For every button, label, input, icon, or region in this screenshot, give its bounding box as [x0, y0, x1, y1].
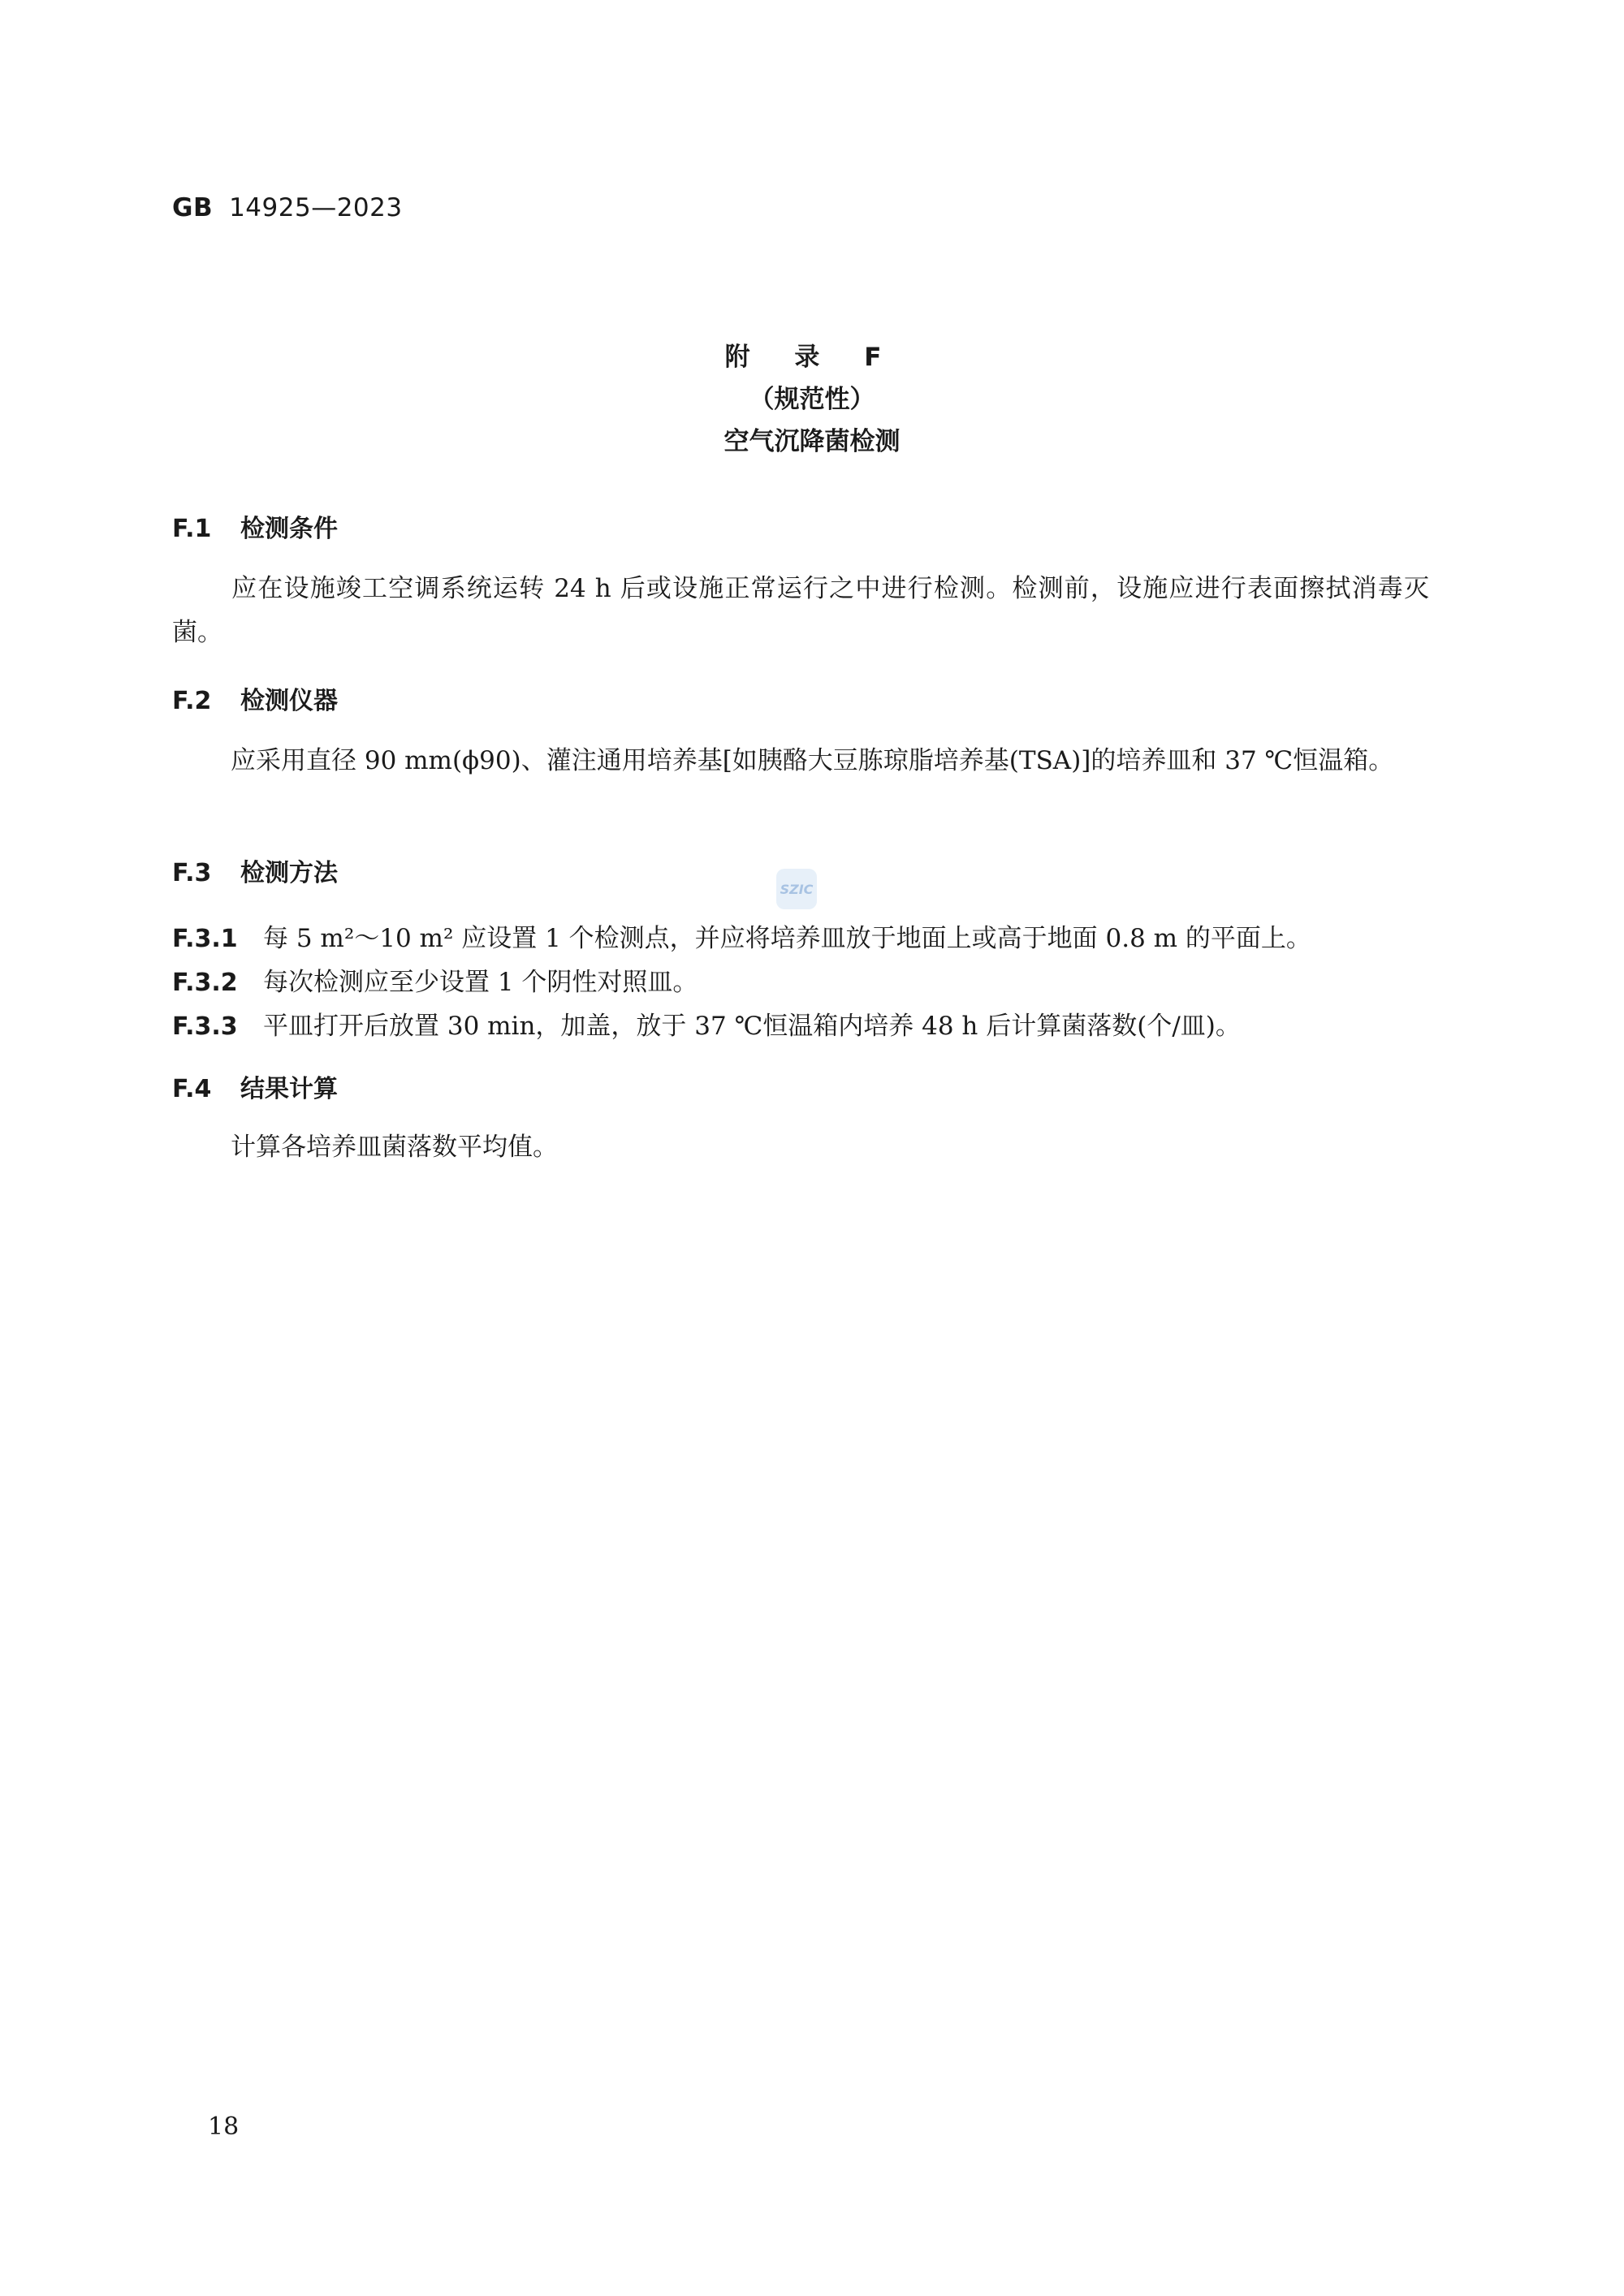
section-heading-f1 — [172, 508, 338, 544]
item-text: 每 5 m²～10 m² 应设置 1 个检测点，并应将培养皿放于地面上或高于地面 0.8 m 的平面上。 — [263, 924, 1311, 953]
section-body-f4 — [172, 1125, 1429, 1169]
standard-id — [172, 193, 403, 222]
standard-number: 14925—2023 — [229, 193, 403, 222]
appendix-type: （规范性） — [749, 385, 875, 414]
appendix-title: 空气沉降菌检测 — [723, 427, 901, 456]
section-number: F.1 — [172, 515, 212, 543]
section-heading-f3 — [172, 852, 338, 888]
section-title: 检测条件 — [240, 515, 338, 543]
list-item-f3-1 — [172, 917, 1429, 954]
section-heading-f4 — [172, 1068, 338, 1104]
section-body-f2 — [172, 739, 1429, 783]
paragraph-text: 应在设施竣工空调系统运转 24 h 后或设施正常运行之中进行检测。检测前，设施应进行表面擦拭消毒灭菌。 — [172, 574, 1429, 647]
appendix-label: 附 录 F — [724, 343, 900, 372]
section-title: 检测仪器 — [240, 687, 338, 715]
section-number: F.3 — [172, 859, 212, 887]
section-title: 结果计算 — [240, 1075, 338, 1103]
section-number: F.2 — [172, 687, 212, 715]
standard-prefix: GB — [172, 193, 214, 222]
section-title: 检测方法 — [240, 859, 338, 887]
section-heading-f2 — [172, 680, 338, 716]
item-text: 平皿打开后放置 30 min，加盖，放于 37 ℃恒温箱内培养 48 h 后计算菌落数(个/皿)。 — [263, 1012, 1241, 1041]
section-body-f1 — [172, 567, 1429, 654]
paragraph-text: 计算各培养皿菌落数平均值。 — [231, 1133, 558, 1162]
item-number: F.3.1 — [172, 925, 238, 953]
list-item-f3-2 — [172, 961, 1429, 998]
item-text: 每次检测应至少设置 1 个阴性对照皿。 — [263, 968, 698, 997]
paragraph-text: 应采用直径 90 mm(ϕ90)、灌注通用培养基[如胰酪大豆胨琼脂培养基(TSA)]的培养皿和 37 ℃恒温箱。 — [231, 746, 1394, 775]
item-number: F.3.2 — [172, 969, 238, 997]
section-number: F.4 — [172, 1075, 212, 1103]
page-number: 18 — [208, 2113, 240, 2141]
list-item-f3-3 — [172, 1005, 1429, 1042]
watermark-logo: SZIC — [776, 869, 817, 909]
item-number: F.3.3 — [172, 1012, 238, 1041]
